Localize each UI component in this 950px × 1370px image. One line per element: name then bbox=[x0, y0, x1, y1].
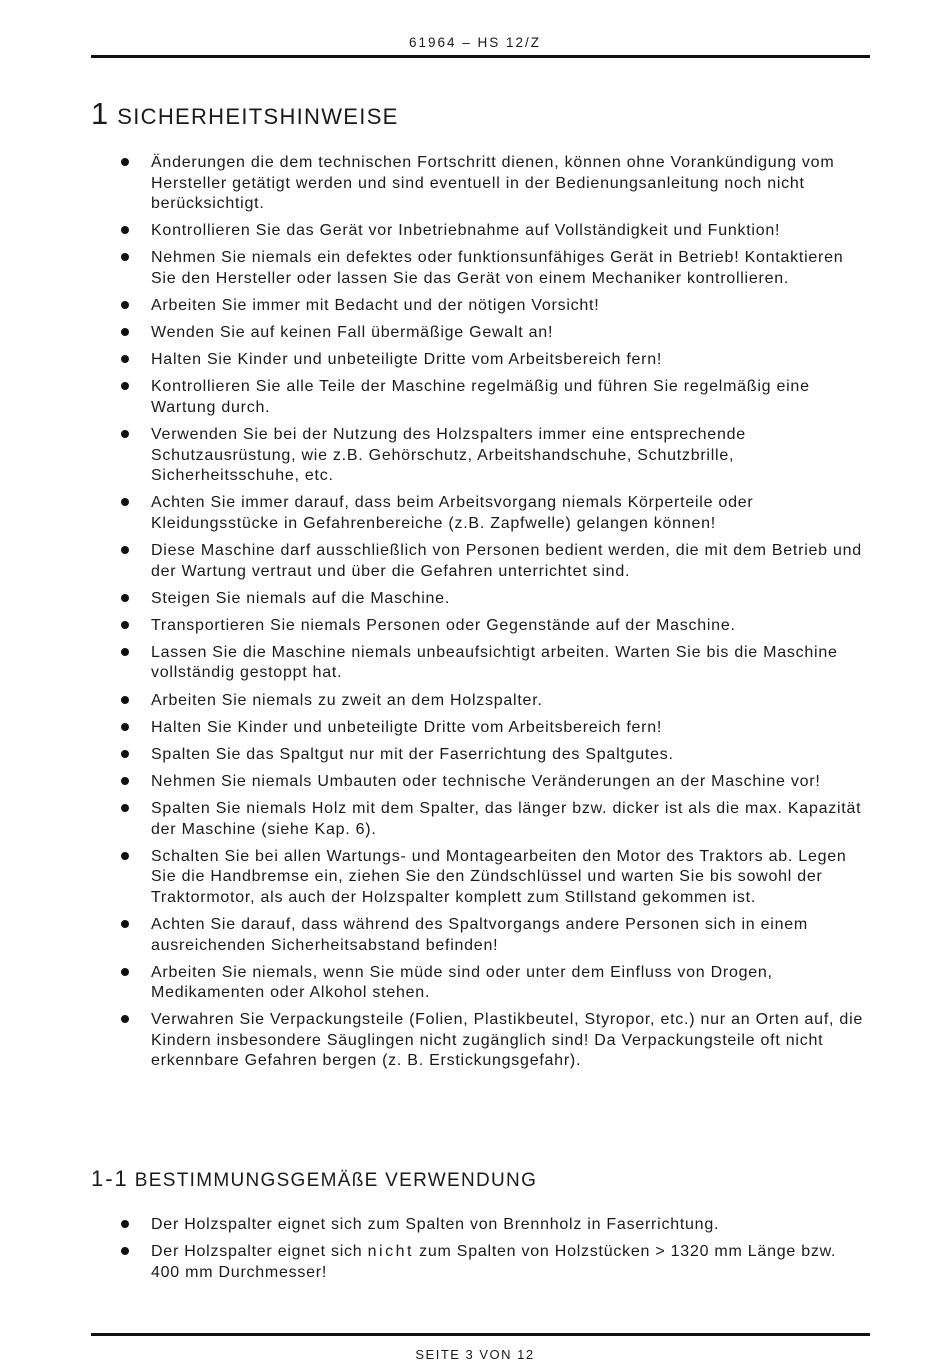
bullet-icon bbox=[121, 920, 129, 928]
section-title: SICHERHEITSHINWEISE bbox=[117, 104, 399, 129]
list-item: Wenden Sie auf keinen Fall übermäßige Gewalt an! bbox=[0, 323, 863, 344]
list-item: Arbeiten Sie niemals zu zweit an dem Holzspalter. bbox=[0, 691, 863, 712]
subsection-number: 1-1 bbox=[91, 1166, 129, 1191]
bullet-icon bbox=[121, 355, 129, 363]
page-number: SEITE 3 VON 12 bbox=[415, 1347, 535, 1362]
list-item: Achten Sie immer darauf, dass beim Arbeitsvorgang niemals Körperteile oder Kleidungsstücke in Gefahrenbereiche (z.B. Zapfwelle) gelangen können! bbox=[0, 493, 863, 534]
list-item: Verwenden Sie bei der Nutzung des Holzspalters immer eine entsprechende Schutzausrüstung, wie z.B. Gehörschutz, Arbeitshandschuhe, Schutzbrille, Sicherheitsschuhe, etc. bbox=[0, 425, 863, 487]
bullet-icon bbox=[121, 253, 129, 261]
bullet-icon bbox=[121, 546, 129, 554]
list-item: Transportieren Sie niemals Personen oder Gegenstände auf der Maschine. bbox=[0, 616, 863, 637]
section-heading-safety bbox=[91, 95, 399, 132]
bullet-icon bbox=[121, 158, 129, 166]
list-item: Diese Maschine darf ausschließlich von Personen bedient werden, die mit dem Betrieb und der Wartung vertraut und über die Gefahren unterrichtet sind. bbox=[0, 541, 863, 582]
bullet-icon bbox=[121, 301, 129, 309]
bullet-icon bbox=[121, 328, 129, 336]
list-item: Halten Sie Kinder und unbeteiligte Dritte vom Arbeitsbereich fern! bbox=[0, 718, 863, 739]
list-item: Kontrollieren Sie alle Teile der Maschine regelmäßig und führen Sie regelmäßig eine Wartung durch. bbox=[0, 377, 863, 418]
list-item: Der Holzspalter eignet sich zum Spalten von Brennholz in Faserrichtung. bbox=[0, 1215, 863, 1236]
safety-instructions-list bbox=[0, 153, 863, 1079]
list-item: Achten Sie darauf, dass während des Spaltvorgangs andere Personen sich in einem ausreichenden Sicherheitsabstand befinden! bbox=[0, 915, 863, 956]
bullet-icon bbox=[121, 777, 129, 785]
list-item: Kontrollieren Sie das Gerät vor Inbetriebnahme auf Vollständigkeit und Funktion! bbox=[0, 221, 863, 242]
list-item: Der Holzspalter eignet sich nicht zum Spalten von Holzstücken > 1320 mm Länge bzw. 400 mm Durchmesser! bbox=[0, 1242, 863, 1283]
list-item: Nehmen Sie niemals ein defektes oder funktionsunfähiges Gerät in Betrieb! Kontaktieren Sie den Hersteller oder lassen Sie das Gerät von einem Mechaniker kontrollieren. bbox=[0, 248, 863, 289]
list-item: Steigen Sie niemals auf die Maschine. bbox=[0, 589, 863, 610]
bullet-icon bbox=[121, 430, 129, 438]
bullet-icon bbox=[121, 498, 129, 506]
bullet-icon bbox=[121, 621, 129, 629]
list-item: Arbeiten Sie immer mit Bedacht und der nötigen Vorsicht! bbox=[0, 296, 863, 317]
subsection-title: BESTIMMUNGSGEMÄßE VERWENDUNG bbox=[134, 1170, 538, 1191]
intended-use-list bbox=[0, 1215, 863, 1290]
bullet-icon bbox=[121, 1015, 129, 1023]
list-item: Halten Sie Kinder und unbeteiligte Dritte vom Arbeitsbereich fern! bbox=[0, 350, 863, 371]
emphasis-nicht: nicht bbox=[367, 1243, 414, 1261]
list-item: Nehmen Sie niemals Umbauten oder technische Veränderungen an der Maschine vor! bbox=[0, 772, 863, 793]
list-item: Schalten Sie bei allen Wartungs- und Montagearbeiten den Motor des Traktors ab. Legen Sie die Handbremse ein, ziehen Sie den Zündschlüssel und warten Sie bis sowohl der Traktormotor, als auch der Holzspalter komplett zum Stillstand gekommen ist. bbox=[0, 847, 863, 909]
bullet-icon bbox=[121, 696, 129, 704]
section-heading-intended-use bbox=[91, 1165, 537, 1193]
bullet-icon bbox=[121, 382, 129, 390]
bullet-icon bbox=[121, 750, 129, 758]
bullet-icon bbox=[121, 804, 129, 812]
bullet-icon bbox=[121, 226, 129, 234]
bullet-icon bbox=[121, 1220, 129, 1228]
list-item: Lassen Sie die Maschine niemals unbeaufsichtigt arbeiten. Warten Sie bis die Maschine vollständig gestoppt hat. bbox=[0, 643, 863, 684]
section-number: 1 bbox=[91, 96, 110, 131]
list-item: Änderungen die dem technischen Fortschritt dienen, können ohne Vorankündigung vom Hersteller getätigt werden und sind eventuell in der Bedienungsanleitung noch nicht berücksichtigt. bbox=[0, 153, 863, 215]
list-item: Spalten Sie das Spaltgut nur mit der Faserrichtung des Spaltgutes. bbox=[0, 745, 863, 766]
footer-rule bbox=[91, 1333, 870, 1336]
list-item: Spalten Sie niemals Holz mit dem Spalter, das länger bzw. dicker ist als die max. Kapazität der Maschine (siehe Kap. 6). bbox=[0, 799, 863, 840]
bullet-icon bbox=[121, 1247, 129, 1255]
bullet-icon bbox=[121, 648, 129, 656]
bullet-icon bbox=[121, 723, 129, 731]
document-header: 61964 – HS 12/Z bbox=[408, 35, 542, 50]
header-rule bbox=[91, 55, 870, 58]
bullet-icon bbox=[121, 594, 129, 602]
list-item: Arbeiten Sie niemals, wenn Sie müde sind oder unter dem Einfluss von Drogen, Medikamenten oder Alkohol stehen. bbox=[0, 963, 863, 1004]
bullet-icon bbox=[121, 852, 129, 860]
list-item: Verwahren Sie Verpackungsteile (Folien, Plastikbeutel, Styropor, etc.) nur an Orten auf, die Kindern insbesondere Säuglingen nicht zugänglich sind! Da Verpackungsteile oft nicht erkennbare Gefahren bergen (z. B. Erstickungsgefahr). bbox=[0, 1010, 863, 1072]
bullet-icon bbox=[121, 968, 129, 976]
